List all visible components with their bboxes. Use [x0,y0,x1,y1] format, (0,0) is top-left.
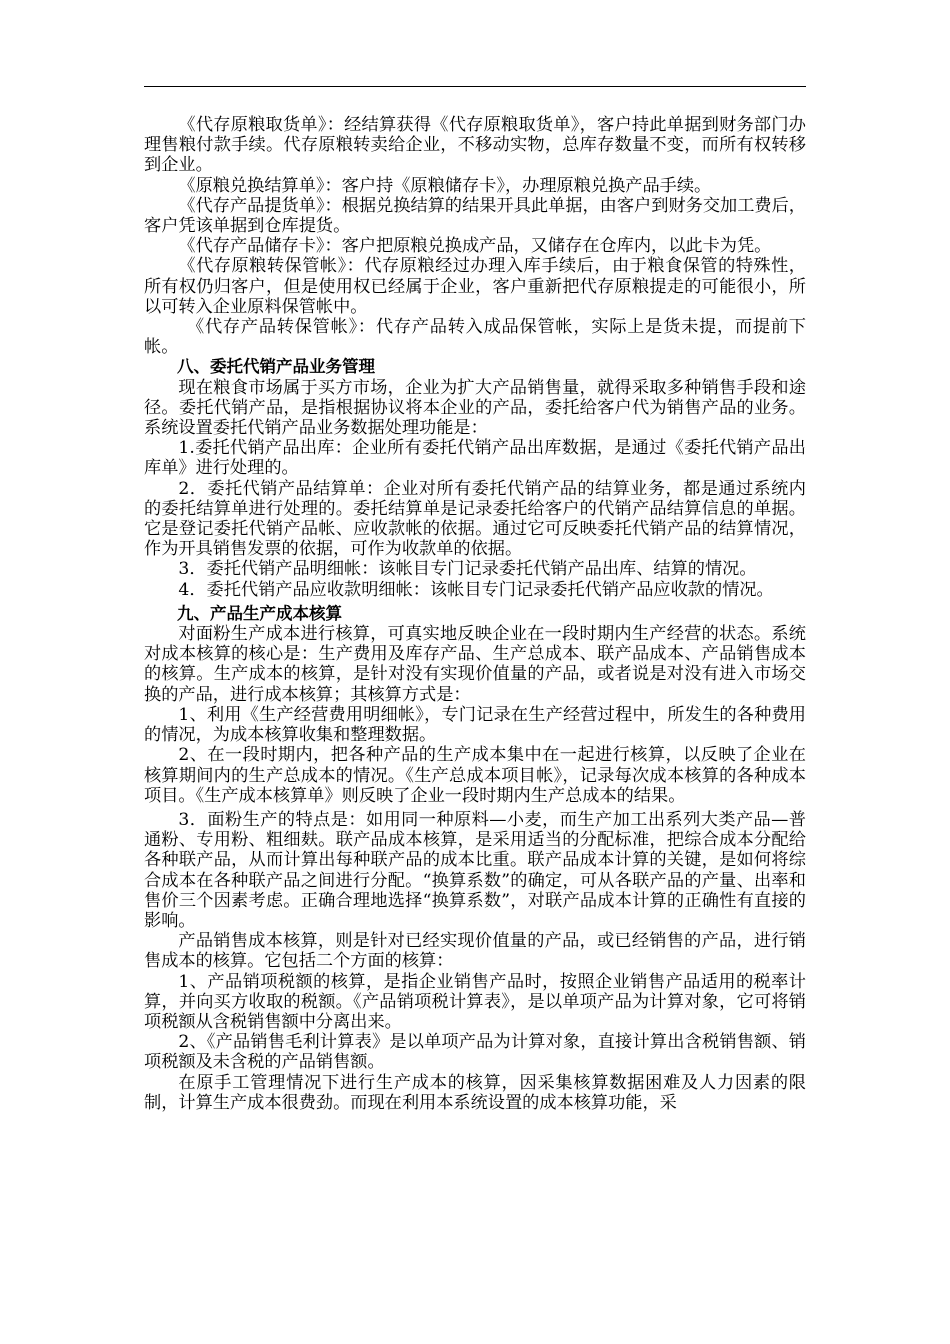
paragraph: 对面粉生产成本进行核算，可真实地反映企业在一段时期内生产经营的状态。系统对成本核算的核心是：生产费用及库存产品、生产总成本、联产品成本、产品销售成本的核算。生产成本的核算，是针对没有实现价值量的产品，或者说是对没有进入市场交换的产品，进行成本核算；其核算方式是： [144,624,806,705]
paragraph: 1.委托代销产品出库：企业所有委托代销产品出库数据，是通过《委托代销产品出库单》进行处理的。 [144,438,806,479]
paragraph: 4．委托代销产品应收款明细帐：该帐目专门记录委托代销产品应收款的情况。 [178,579,774,600]
paragraph: 3．面粉生产的特点是：如用同一种原料—小麦，而生产加工出系列大类产品—普通粉、专用粉、粗细麸。联产品成本核算，是采用适当的分配标准，把综合成本分配给各种联产品，从而计算出每种联产品的成本比重。联产品成本计算的关键，是如何将综合成本在各种联产品之间进行分配。“换算系数”的确定，可从各联产品的产量、出率和售价三个因素考虑。正确合理地选择“换算系数”，对联产品成本计算的正确性有直接的影响。 [144,809,806,931]
paragraph: 《代存原粮取货单》：经结算获得《代存原粮取货单》，客户持此单据到财务部门办理售粮付款手续。代存原粮转卖给企业，不移动实物，总库存数量不变，而所有权转移到企业。 [144,115,806,176]
paragraph: 1、产品销项税额的核算，是指企业销售产品时，按照企业销售产品适用的税率计算，并向买方收取的税额。《产品销项税计算表》，是以单项产品为计算对象，它可将销项税额从含税销售额中分离出来。 [144,971,806,1032]
document-body [144,115,806,1113]
paragraph: 产品销售成本核算，则是针对已经实现价值量的产品，或已经销售的产品，进行销售成本的核算。它包括二个方面的核算： [144,931,806,972]
paragraph: 《原粮兑换结算单》：客户持《原粮储存卡》，办理原粮兑换产品手续。 [178,175,712,196]
section-heading-8: 八、委托代销产品业务管理 [177,357,375,377]
header-rule [144,86,806,87]
paragraph: 现在粮食市场属于买方市场，企业为扩大产品销售量，就得采取多种销售手段和途径。委托代销产品，是指根据协议将本企业的产品，委托给客户代为销售产品的业务。系统设置委托代销产品业务数据处理功能是： [144,377,806,439]
paragraph: 1、利用《生产经营费用明细帐》，专门记录在生产经营过程中，所发生的各种费用的情况，为成本核算收集和整理数据。 [144,704,806,746]
section-heading-9: 九、产品生产成本核算 [177,603,342,623]
paragraph: 2、在一段时期内，把各种产品的生产成本集中在一起进行核算，以反映了企业在核算期间内的生产总成本的情况。《生产总成本项目帐》，记录每次成本核算的各种成本项目。《生产成本核算单》则反映了企业一段时期内生产总成本的结果。 [144,745,806,806]
paragraph: 3．委托代销产品明细帐：该帐目专门记录委托代销产品出库、结算的情况。 [178,559,757,580]
paragraph: 《代存产品转保管帐》：代存产品转入成品保管帐，实际上是货未提，而提前下帐。 [144,317,806,358]
paragraph: 《代存产品储存卡》：客户把原粮兑换成产品，又储存在仓库内，以此卡为凭。 [178,236,772,257]
paragraph: 2、《产品销售毛利计算表》是以单项产品为计算对象，直接计算出含税销售额、销项税额及未含税的产品销售额。 [144,1032,806,1073]
paragraph: 《代存原粮转保管帐》：代存原粮经过办理入库手续后，由于粮食保管的特殊性， 所有权仍归客户，但是使用权已经属于企业，客户重新把代存原粮提走的可能很小，所以可转入企业原料保管帐中。 [144,256,806,317]
paragraph: 在原手工管理情况下进行生产成本的核算，因采集核算数据困难及人力因素的限制，计算生产成本很费劲。而现在利用本系统设置的成本核算功能，采 [144,1072,806,1113]
paragraph: 2．委托代销产品结算单：企业对所有委托代销产品的结算业务，都是通过系统内的委托结算单进行处理的。委托结算单是记录委托给客户的代销产品结算信息的单据。它是登记委托代销产品帐、应收款帐的依据。通过它可反映委托代销产品的结算情况，作为开具销售发票的依据，可作为收款单的依据。 [144,478,806,560]
paragraph: 《代存产品提货单》：根据兑换结算的结果开具此单据，由客户到财务交加工费后，客户凭该单据到仓库提货。 [144,195,806,237]
